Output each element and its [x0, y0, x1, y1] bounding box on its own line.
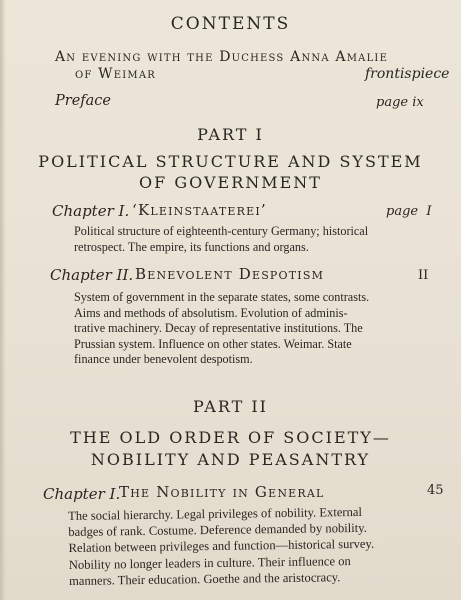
- description-line: trative machinery. Decay of representative institutions. The: [74, 321, 363, 336]
- frontispiece-line-2: of Weimar: [75, 66, 157, 82]
- description-line: retrospect. The empire, its functions and organs.: [74, 239, 309, 254]
- part-1-chapter-2-page: II: [418, 268, 429, 283]
- description-line: finance under benevolent despotism.: [74, 352, 253, 367]
- part-1-chapter-1-number: Chapter I.: [52, 202, 130, 220]
- part-2-chapter-1-number: Chapter I.: [43, 485, 121, 503]
- description-line: The social hierarchy. Legal privileges of nobility. External: [68, 504, 363, 523]
- description-line: badges of rank. Costume. Deference demanded by nobility.: [68, 521, 367, 540]
- description-line: Relation between privileges and function—historical survey.: [68, 537, 375, 556]
- description-line: Nobility no longer leaders in culture. Their influence on: [68, 553, 351, 572]
- part-1-chapter-1-description: [74, 224, 404, 255]
- part-2-chapter-1-title: The Nobility in General: [119, 483, 325, 501]
- description-line: manners. Their education. Goethe and the aristocracy.: [68, 570, 341, 588]
- part-1-title-line-2: OF GOVERNMENT: [139, 173, 322, 192]
- part-1-chapter-2-title: Benevolent Despotism: [135, 265, 325, 283]
- part-1-chapter-1-title: ‘Kleinstaaterei’: [132, 201, 267, 219]
- frontispiece-page: frontispiece: [365, 66, 450, 82]
- page-gutter-shadow: [0, 0, 6, 600]
- preface-label: Preface: [55, 93, 111, 109]
- contents-title: CONTENTS: [170, 14, 291, 34]
- part-2-label: PART II: [192, 397, 268, 416]
- part-2-title-line-1: THE OLD ORDER OF SOCIETY—: [70, 428, 391, 447]
- part-2-chapter-1-page: 45: [427, 483, 444, 498]
- description-line: System of government in the separate states, some contrasts.: [74, 290, 370, 304]
- part-1-chapter-2-number: Chapter II.: [50, 266, 134, 284]
- description-line: Political structure of eighteenth-century Germany; historical: [74, 224, 369, 238]
- part-1-chapter-2-description: [74, 290, 409, 368]
- part-2-title-line-2: NOBILITY AND PEASANTRY: [90, 450, 371, 469]
- preface-page: page ix: [376, 95, 424, 110]
- description-line: Aims and methods of absolutism. Evolution of adminis-: [74, 305, 348, 320]
- part-2-chapter-1-description: [68, 503, 414, 589]
- description-line: Prussian system. Influence on other states. Weimar. State: [74, 336, 352, 351]
- part-1-chapter-1-page: page I: [386, 204, 432, 219]
- frontispiece-line-1: An evening with the Duchess Anna Amalie: [55, 49, 389, 65]
- part-1-label: PART I: [197, 125, 264, 144]
- part-1-title-line-1: POLITICAL STRUCTURE AND SYSTEM: [38, 152, 423, 171]
